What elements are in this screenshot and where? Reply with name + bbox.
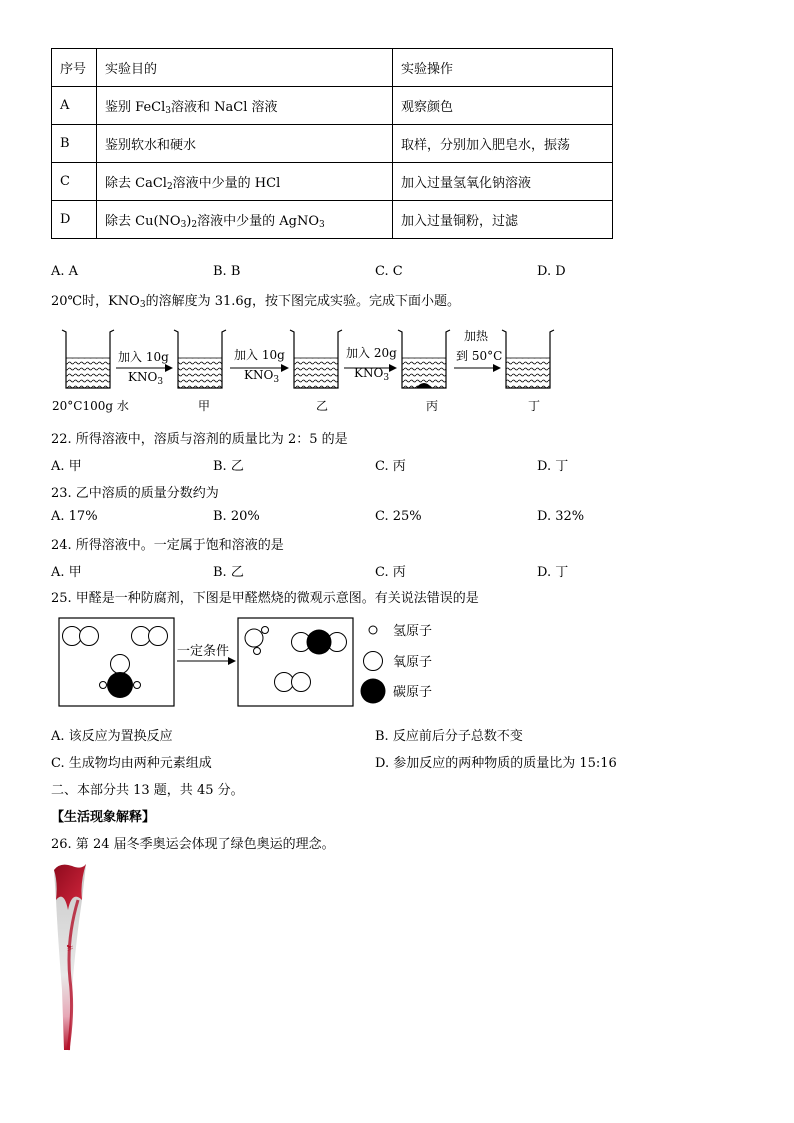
start-label: 20°C100g 水 — [52, 399, 129, 413]
q25-option-c: C. 生成物均由两种元素组成 — [51, 756, 212, 771]
experiment-table — [51, 48, 613, 239]
hydrogen-legend-icon — [369, 626, 377, 634]
row-no: B — [52, 125, 97, 163]
q24-option-a: A. 甲 — [51, 565, 82, 580]
header-purpose: 实验目的 — [97, 49, 393, 87]
q25-option-b: B. 反应前后分子总数不变 — [375, 729, 523, 744]
arrow-2-line1: 加入 10g — [234, 348, 285, 362]
row-operation: 加入过量氢氧化钠溶液 — [393, 163, 613, 201]
header-operation: 实验操作 — [393, 49, 613, 87]
q21-option-c: C. C — [375, 264, 403, 279]
row-no: A — [52, 87, 97, 125]
q23-option-b: B. 20% — [213, 509, 260, 524]
q25-stem: 25. 甲醛是一种防腐剂，下图是甲醛燃烧的微观示意图。有关说法错误的是 — [51, 591, 479, 606]
table-header-row — [52, 49, 613, 87]
formaldehyde-molecule — [100, 655, 141, 699]
beaker-label-ding: 丁 — [528, 399, 541, 413]
q22-option-b: B. 乙 — [213, 459, 244, 474]
oxygen-legend-icon — [364, 652, 383, 671]
row-purpose: 鉴别软水和硬水 — [97, 125, 393, 163]
arrow-1-line2: $KNO_3$ — [128, 370, 164, 387]
arrow-1-line1: 加入 10g — [118, 350, 169, 364]
q24-option-d: D. 丁 — [537, 565, 569, 580]
row-no: C — [52, 163, 97, 201]
oxygen-legend-label: 氧原子 — [393, 655, 433, 670]
arrow-2-line2: $KNO_3$ — [244, 368, 280, 385]
carbon-legend-icon — [361, 679, 386, 704]
oxygen-molecule — [63, 627, 99, 646]
beaker-yi — [290, 330, 342, 388]
arrow-3-line2: $KNO_3$ — [354, 366, 390, 383]
row-operation: 加入过量铜粉，过滤 — [393, 201, 613, 239]
subsection-heading: 【生活现象解释】 — [51, 810, 156, 825]
oxygen-molecule — [275, 673, 311, 692]
section-2-heading: 二、本部分共 13 题，共 45 分。 — [51, 783, 244, 798]
q23-option-d: D. 32% — [537, 509, 585, 524]
beaker-label-bing: 丙 — [426, 399, 439, 413]
table-row — [52, 163, 613, 201]
beaker-label-jia: 甲 — [198, 399, 211, 413]
q23-stem: 23. 乙中溶质的质量分数约为 — [51, 486, 219, 501]
oxygen-molecule — [132, 627, 168, 646]
beaker-jia — [174, 330, 226, 388]
table-row — [52, 125, 613, 163]
q26-stem: 26. 第 24 届冬季奥运会体现了绿色奥运的理念。 — [51, 837, 335, 852]
hydrogen-legend-label: 氢原子 — [393, 624, 433, 639]
row-purpose: 鉴别 FeCl$_3$溶液和 NaCl 溶液 — [97, 87, 393, 125]
q24-option-b: B. 乙 — [213, 565, 244, 580]
olympic-torch-image — [52, 860, 88, 1060]
row-operation: 取样，分别加入肥皂水，振荡 — [393, 125, 613, 163]
q23-option-c: C. 25% — [375, 509, 422, 524]
torch-emblem-icon: ⛷ — [66, 945, 74, 952]
reaction-condition: 一定条件 — [177, 644, 230, 659]
q21-option-b: B. B — [213, 264, 241, 279]
table-row — [52, 87, 613, 125]
row-operation: 观察颜色 — [393, 87, 613, 125]
solubility-intro: 20℃时，$KNO_3$的溶解度为 31.6g，按下图完成实验。完成下面小题。 — [51, 294, 460, 310]
q22-stem: 22. 所得溶液中，溶质与溶剂的质量比为 2：5 的是 — [51, 432, 348, 447]
beaker-bing — [398, 330, 450, 388]
q22-option-d: D. 丁 — [537, 459, 569, 474]
beaker-start — [62, 330, 114, 388]
header-no: 序号 — [52, 49, 97, 87]
q22-option-a: A. 甲 — [51, 459, 82, 474]
arrow-4-line2: 到 50°C — [456, 349, 503, 363]
q25-option-d: D. 参加反应的两种物质的质量比为 15:16 — [375, 756, 617, 771]
table-row — [52, 201, 613, 239]
q24-option-c: C. 丙 — [375, 565, 406, 580]
q22-option-c: C. 丙 — [375, 459, 406, 474]
arrow-3-line1: 加入 20g — [346, 346, 397, 360]
carbon-legend-label: 碳原子 — [393, 685, 433, 700]
beaker-label-yi: 乙 — [316, 399, 329, 413]
q24-stem: 24. 所得溶液中。一定属于饱和溶液的是 — [51, 538, 284, 553]
carbon-dioxide-molecule — [292, 630, 347, 655]
beaker-ding — [502, 330, 554, 388]
row-no: D — [52, 201, 97, 239]
q21-option-a: A. A — [51, 264, 79, 279]
q25-option-a: A. 该反应为置换反应 — [51, 729, 173, 744]
water-molecule — [245, 627, 269, 655]
q21-option-d: D. D — [537, 264, 566, 279]
dissolution-diagram — [50, 318, 570, 418]
molecule-diagram — [55, 614, 455, 712]
row-purpose: 除去 $Cu(NO_3)_2$溶液中少量的 AgNO$_3$ — [97, 201, 393, 239]
arrow-4-line1: 加热 — [464, 329, 489, 343]
q23-option-a: A. 17% — [51, 509, 98, 524]
row-purpose: 除去 CaCl$_2$溶液中少量的 HCl — [97, 163, 393, 201]
